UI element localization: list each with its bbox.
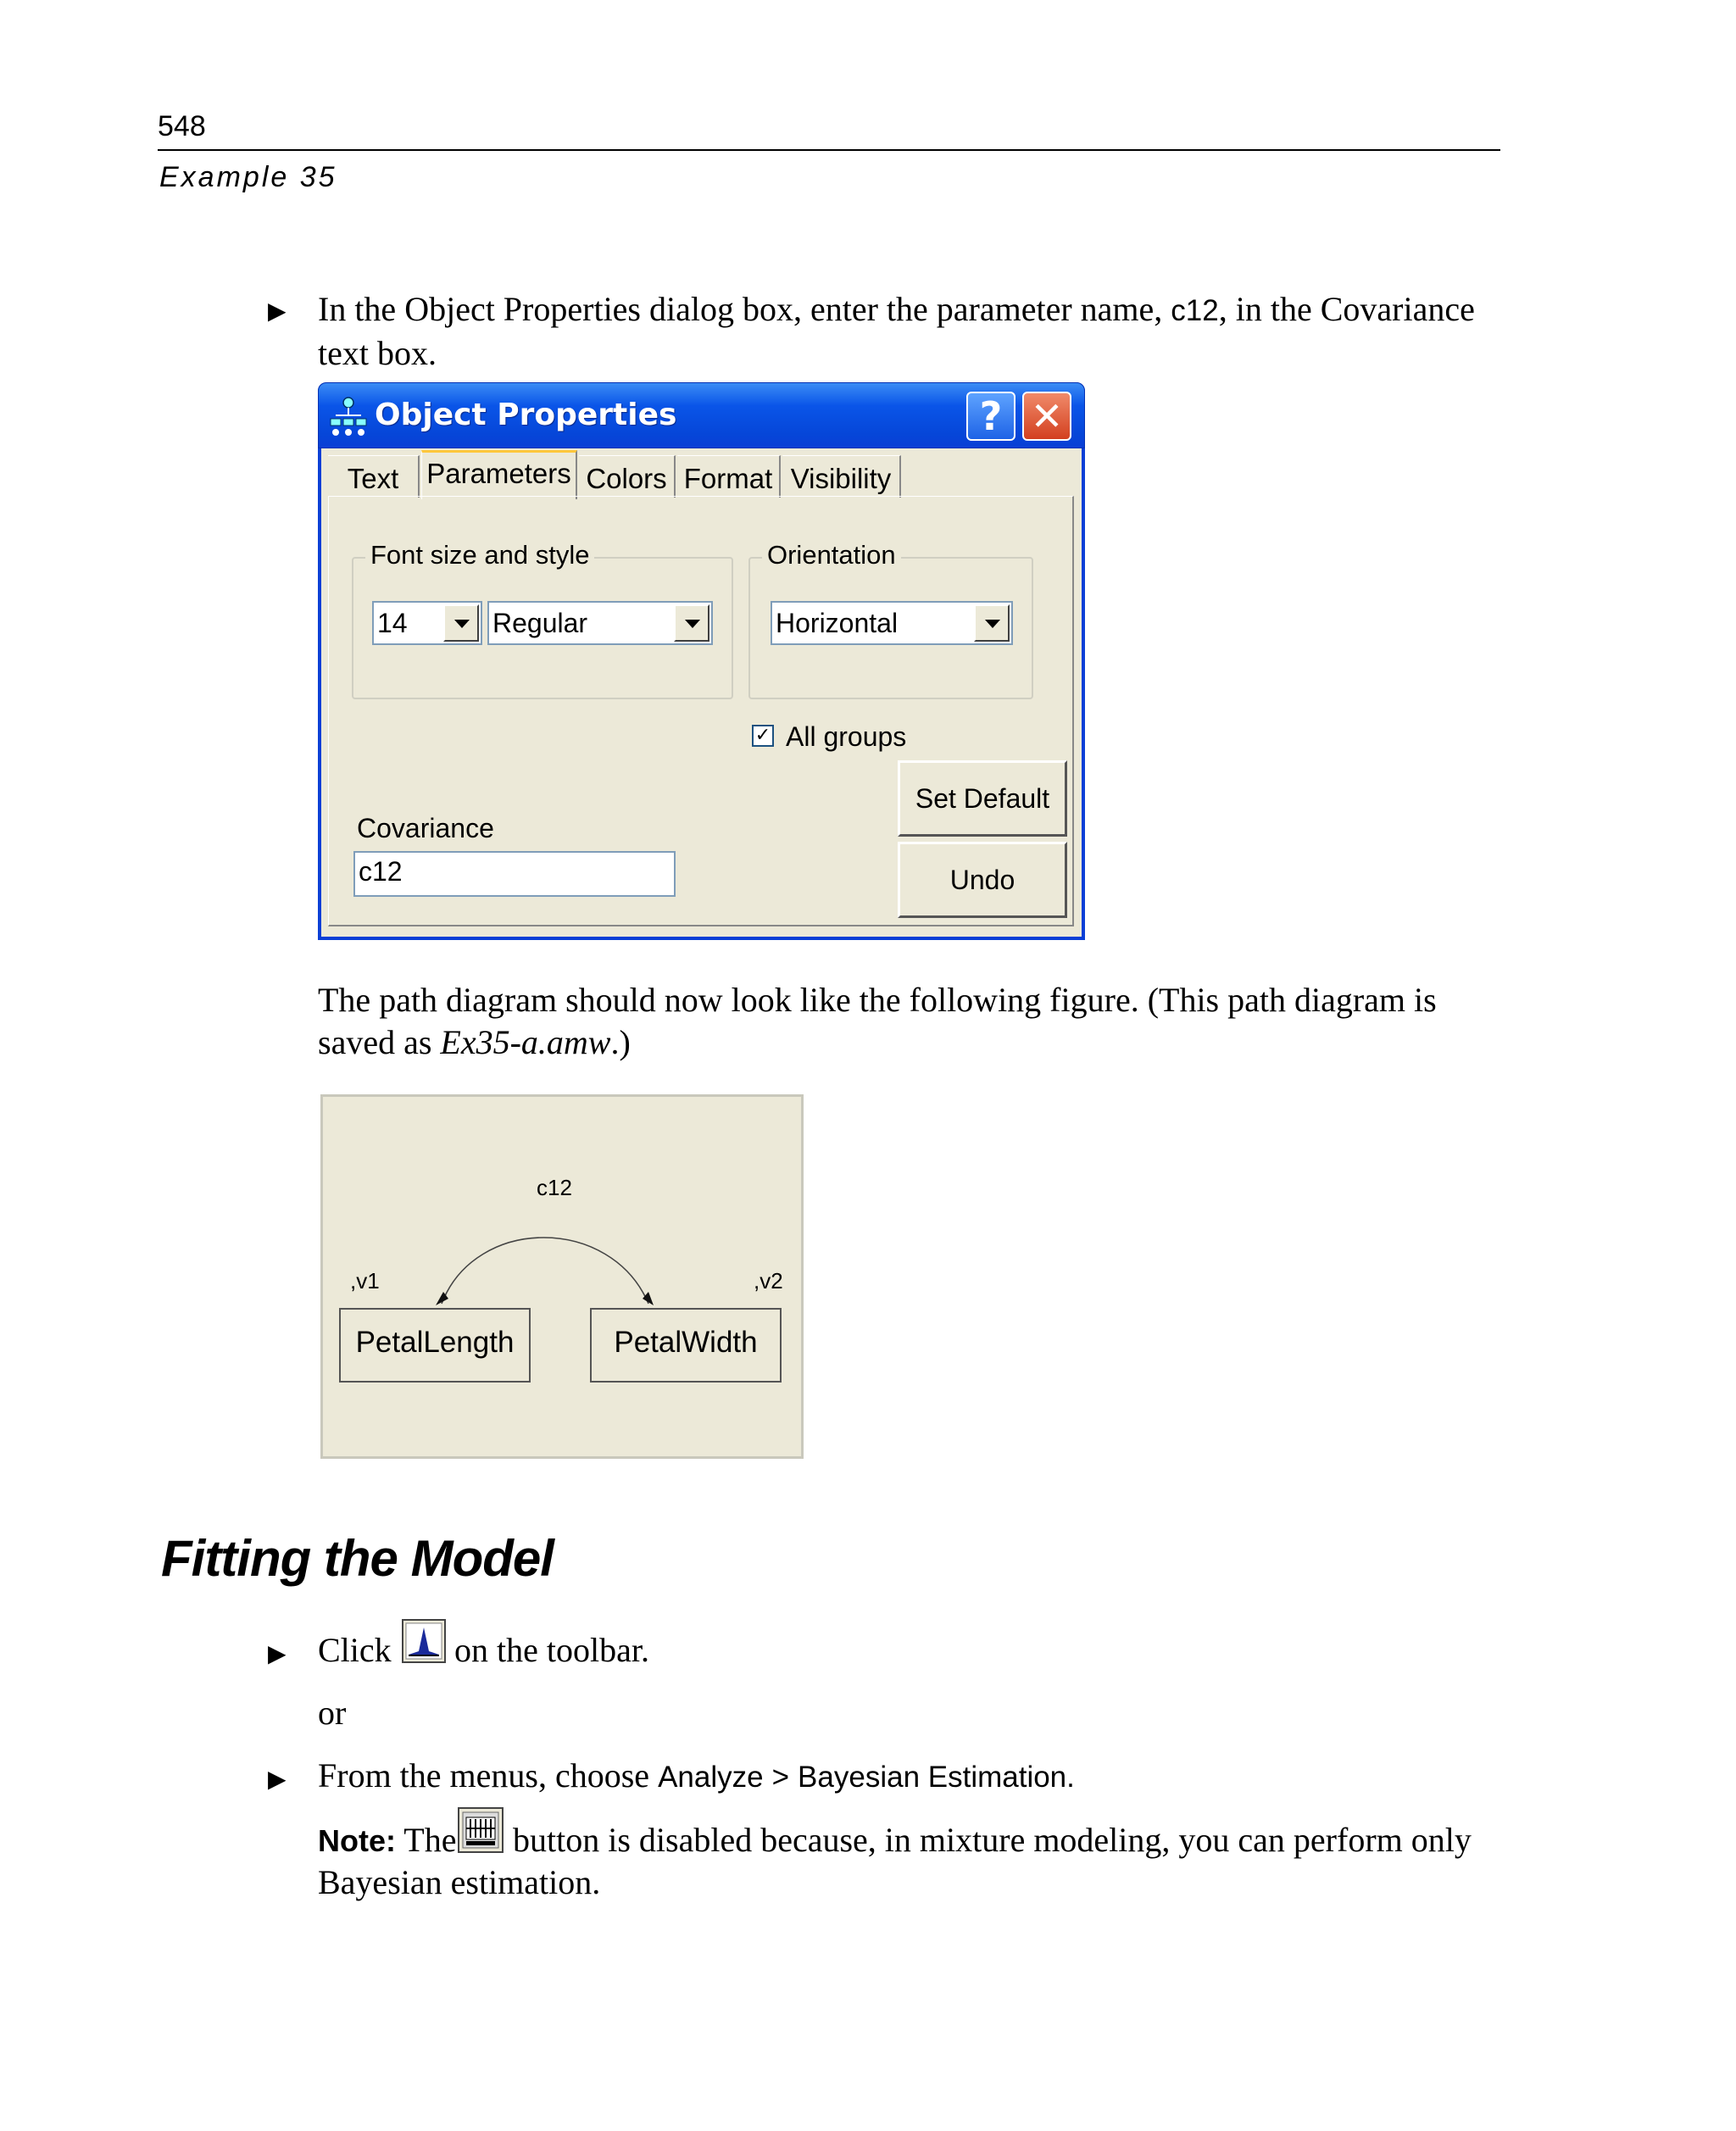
- petal-width-text: PetalWidth: [614, 1326, 758, 1359]
- paragraph-line2-before: saved as: [318, 1023, 441, 1061]
- font-size-value: 14: [377, 608, 408, 638]
- note-bold-label: Note:: [318, 1823, 396, 1858]
- bayesian-estimation-icon[interactable]: [402, 1619, 446, 1663]
- note-line2: Bayesian estimation.: [318, 1863, 601, 1901]
- running-title: Example 35: [159, 161, 337, 193]
- step-1-text: [318, 288, 1522, 375]
- diagram-filename: Ex35-a.amw: [440, 1023, 611, 1061]
- orientation-group-label: Orientation: [762, 540, 901, 570]
- step-1-param: c12: [1171, 294, 1219, 327]
- bayesian-curve-icon: [403, 1621, 444, 1661]
- path-diagram-figure: [320, 1094, 804, 1459]
- menu-bayesian-estimation: Bayesian Estimation.: [798, 1761, 1075, 1794]
- covariance-input[interactable]: c12: [353, 851, 676, 897]
- all-groups-label: All groups: [786, 721, 907, 752]
- calculate-estimates-icon: [459, 1809, 502, 1851]
- menu-separator: >: [771, 1761, 790, 1794]
- v2-label: ,v2: [754, 1268, 783, 1294]
- orientation-value: Horizontal: [776, 608, 899, 638]
- header-rule: [158, 149, 1500, 151]
- bullet-icon: ▶: [268, 297, 287, 325]
- tab-text[interactable]: Text: [328, 455, 420, 498]
- maximum-likelihood-icon: [458, 1807, 504, 1853]
- bullet-icon: ▶: [268, 1765, 287, 1793]
- covariance-param-label: c12: [537, 1175, 572, 1200]
- v1-label: ,v1: [350, 1268, 380, 1294]
- step-1-text-line2: text box.: [318, 334, 437, 372]
- tab-format[interactable]: Format: [677, 455, 781, 498]
- font-group-label: Font size and style: [365, 540, 594, 570]
- paragraph-line1: The path diagram should now look like the following figure. (This path diagram is: [318, 981, 1437, 1019]
- orientation-select[interactable]: [771, 601, 1013, 645]
- amos-diagram-icon: [327, 395, 370, 437]
- step-3-text: [318, 1755, 1075, 1799]
- covariance-label: Covariance: [357, 813, 494, 843]
- page-number: 548: [158, 110, 206, 142]
- font-style-dropdown-icon[interactable]: [674, 604, 709, 642]
- tab-colors[interactable]: Colors: [579, 455, 676, 498]
- note-after: button is disabled because, in mixture modeling, you can perform only: [513, 1821, 1472, 1859]
- note-before: The: [403, 1821, 457, 1859]
- set-default-button[interactable]: Set Default: [898, 760, 1067, 837]
- dialog-titlebar[interactable]: [318, 382, 1085, 448]
- font-size-select[interactable]: [372, 601, 482, 645]
- undo-button[interactable]: Undo: [898, 842, 1067, 918]
- object-properties-dialog: [318, 382, 1085, 940]
- step-2-click: Click: [318, 1631, 392, 1669]
- help-button[interactable]: ?: [966, 392, 1015, 441]
- tab-visibility[interactable]: Visibility: [782, 455, 901, 498]
- petal-length-text: PetalLength: [355, 1326, 515, 1359]
- paragraph-path-diagram: [318, 979, 1522, 1064]
- dialog-title: Object Properties: [375, 398, 677, 432]
- font-style-value: Regular: [492, 608, 588, 638]
- close-button[interactable]: ✕: [1022, 392, 1071, 441]
- font-size-dropdown-icon[interactable]: [443, 604, 479, 642]
- step-3-lead: From the menus, choose: [318, 1756, 650, 1794]
- covariance-arc: [442, 1238, 648, 1304]
- font-style-select[interactable]: [487, 601, 713, 645]
- path-diagram-canvas: [323, 1097, 801, 1456]
- or-text: or: [318, 1694, 347, 1732]
- tab-parameters[interactable]: Parameters: [421, 450, 577, 499]
- step-1-text-before: In the Object Properties dialog box, enter the parameter name,: [318, 290, 1163, 328]
- bullet-icon: ▶: [268, 1639, 287, 1667]
- step-2-after-icon: on the toolbar.: [454, 1631, 649, 1669]
- menu-analyze: Analyze: [658, 1761, 764, 1794]
- all-groups-checkbox[interactable]: ✓: [752, 725, 774, 747]
- step-1-text-after: , in the Covariance: [1218, 290, 1475, 328]
- note-label: [318, 1819, 456, 1862]
- orientation-dropdown-icon[interactable]: [974, 604, 1010, 642]
- section-heading: Fitting the Model: [161, 1530, 554, 1587]
- paragraph-line2-after: .): [610, 1023, 631, 1061]
